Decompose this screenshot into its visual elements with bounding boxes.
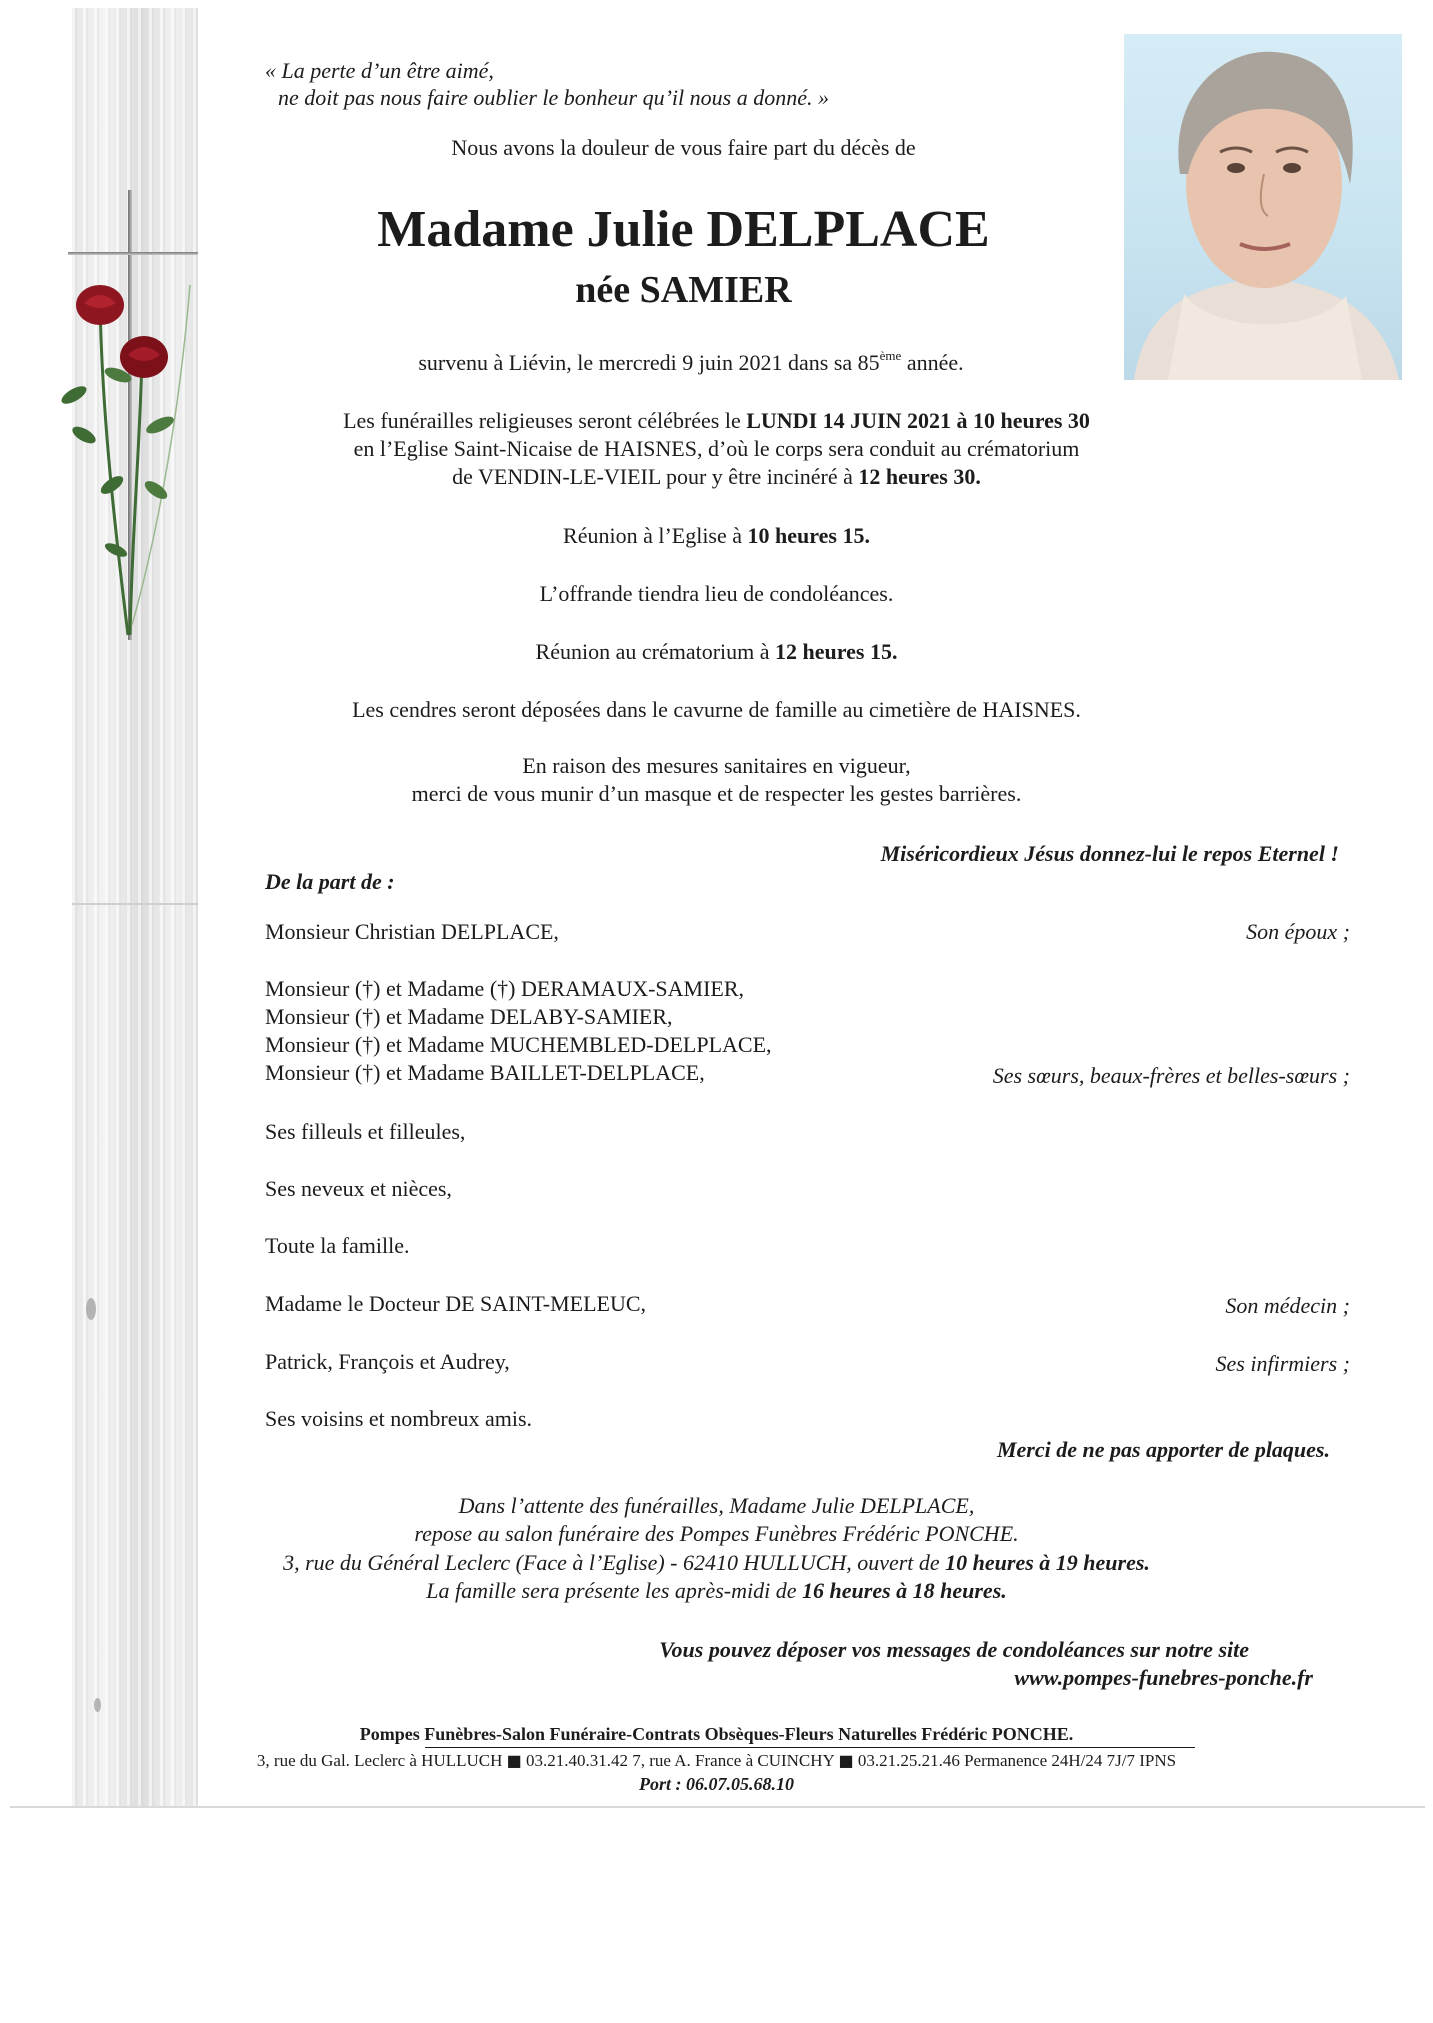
funeral-line-1: Les funérailles religieuses seront célébrées le LUNDI 14 JUIN 2021 à 10 heures 30: [343, 408, 1090, 433]
prayer: Miséricordieux Jésus donnez-lui le repos Eternel !: [880, 841, 1339, 866]
sheet-bottom-edge: [10, 1806, 1425, 1808]
company-name: Pompes Funèbres-Salon Funéraire-Contrats Obsèques-Fleurs Naturelles Frédéric PONCHE.: [359, 1724, 1074, 1744]
footer-divider: [425, 1747, 1195, 1748]
sibling-2: Monsieur (†) et Madame DELABY-SAMIER,: [265, 1004, 673, 1029]
rest-line-4: La famille sera présente les après-midi de 16 heures à 18 heures.: [426, 1578, 1007, 1603]
square-bullet-icon: ■: [838, 1751, 854, 1770]
epigraph-line-2: ne doit pas nous faire oublier le bonheur qu’il nous a donné. »: [278, 85, 829, 110]
nurses-names: Patrick, François et Audrey,: [265, 1349, 510, 1374]
spouse-name: Monsieur Christian DELPLACE,: [265, 919, 559, 944]
crematorium-meeting: Réunion au crématorium à 12 heures 15.: [535, 639, 898, 664]
neighbours-friends: Ses voisins et nombreux amis.: [265, 1406, 533, 1431]
rest-line-1: Dans l’attente des funérailles, Madame Julie DELPLACE,: [458, 1493, 975, 1518]
siblings-role: Ses sœurs, beaux-frères et belles-sœurs ;: [992, 1063, 1350, 1088]
footer-addresses: 3, rue du Gal. Leclerc à HULLUCH ■ 03.21.40.31.42 7, rue A. France à CUINCHY ■ 03.21.25.21.46 Permanence 24H/24 7J/7 IPNS: [256, 1751, 1177, 1770]
death-announcement: survenu à Liévin, le mercredi 9 juin 2021 dans sa 85ème année.: [418, 347, 964, 375]
rest-line-3: 3, rue du Général Leclerc (Face à l’Eglise) - 62410 HULLUCH, ouvert de 10 heures à 19 heures.: [283, 1550, 1150, 1575]
spouse-role: Son époux ;: [1246, 919, 1350, 944]
doctor-role: Son médecin ;: [1225, 1293, 1350, 1318]
from-label: De la part de :: [265, 869, 395, 894]
intro-text: Nous avons la douleur de vous faire part du décès de: [451, 135, 916, 160]
rest-line-2: repose au salon funéraire des Pompes Funèbres Frédéric PONCHE.: [414, 1521, 1019, 1546]
sibling-3: Monsieur (†) et Madame MUCHEMBLED-DELPLACE,: [265, 1032, 772, 1057]
ashes-note: Les cendres seront déposées dans le cavurne de famille au cimetière de HAISNES.: [352, 697, 1081, 722]
offering-note: L’offrande tiendra lieu de condoléances.: [539, 581, 894, 606]
church-meeting: Réunion à l’Eglise à 10 heures 15.: [563, 523, 870, 548]
nurses-role: Ses infirmiers ;: [1215, 1351, 1350, 1376]
funeral-line-3: de VENDIN-LE-VIEIL pour y être incinéré à 12 heures 30.: [452, 464, 981, 489]
deceased-name: Madame Julie DELPLACE: [377, 201, 990, 258]
doctor-name: Madame le Docteur DE SAINT-MELEUC,: [265, 1291, 647, 1316]
condolences-line: Vous pouvez déposer vos messages de condoléances sur notre site: [659, 1637, 1249, 1662]
sanitary-line-2: merci de vous munir d’un masque et de respecter les gestes barrières.: [411, 781, 1022, 806]
whole-family: Toute la famille.: [265, 1233, 410, 1258]
nephews-nieces: Ses neveux et nièces,: [265, 1176, 452, 1201]
maiden-name: née SAMIER: [575, 269, 792, 311]
condolences-url[interactable]: www.pompes-funebres-ponche.fr: [1014, 1665, 1313, 1690]
no-plaques-note: Merci de ne pas apporter de plaques.: [996, 1437, 1330, 1462]
sanitary-line-1: En raison des mesures sanitaires en vigueur,: [522, 753, 911, 778]
sibling-4: Monsieur (†) et Madame BAILLET-DELPLACE,: [265, 1060, 705, 1085]
funeral-line-2: en l’Eglise Saint-Nicaise de HAISNES, d’où le corps sera conduit au crématorium: [353, 436, 1080, 461]
square-bullet-icon: ■: [506, 1751, 522, 1770]
sibling-1: Monsieur (†) et Madame (†) DERAMAUX-SAMIER,: [265, 976, 745, 1001]
godchildren: Ses filleuls et filleules,: [265, 1119, 466, 1144]
epigraph-line-1: « La perte d’un être aimé,: [265, 58, 494, 83]
footer-mobile: Port : 06.07.05.68.10: [639, 1774, 794, 1794]
